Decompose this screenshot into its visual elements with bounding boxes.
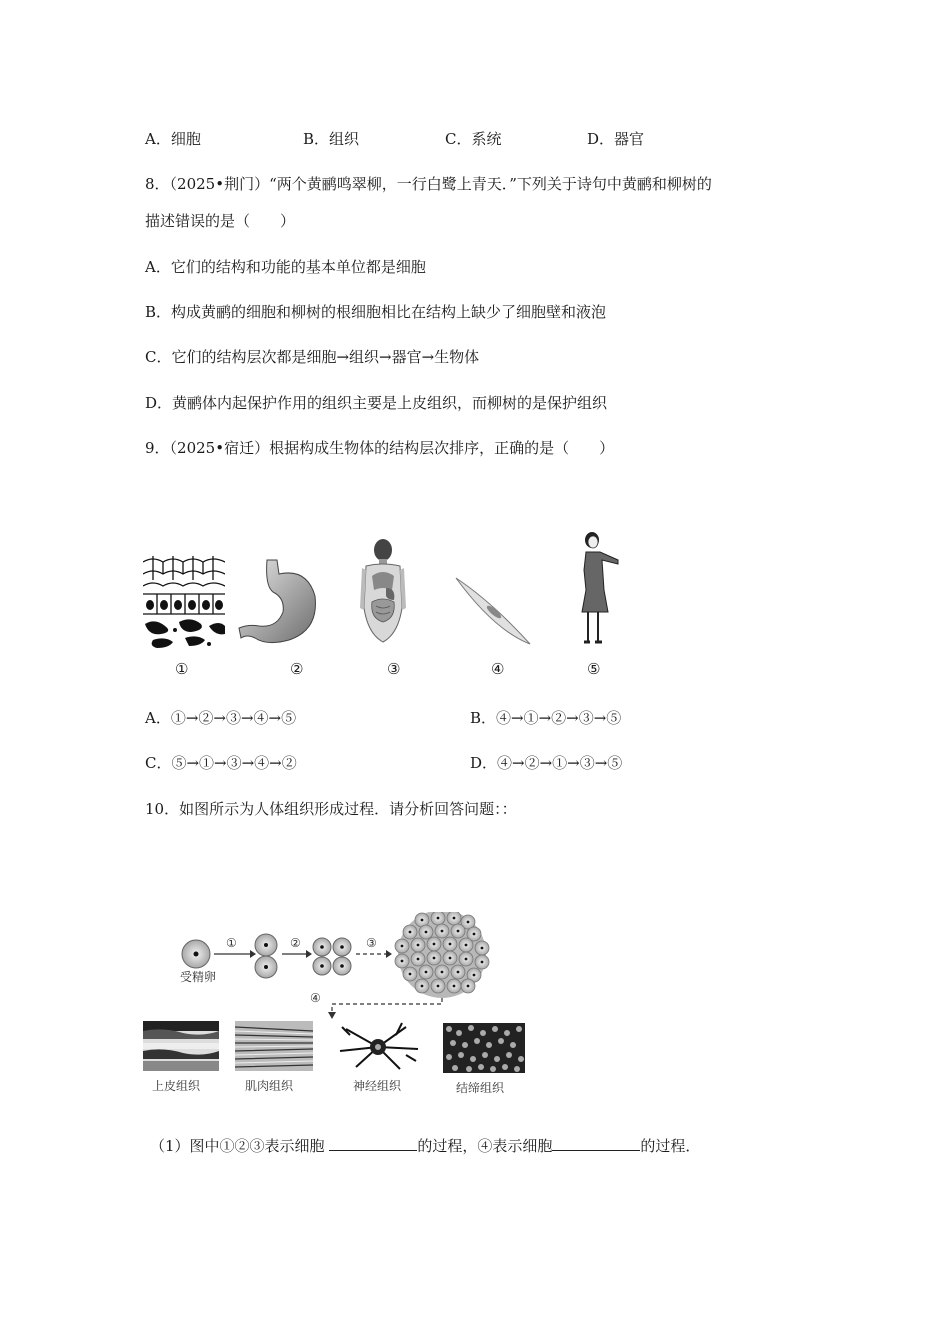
step-2-label: ② (290, 936, 301, 950)
human-system-illustration (358, 538, 408, 648)
q9-option-d: D．④→②→①→③→⑤ (470, 754, 623, 772)
q9-option-b: B．④→①→②→③→⑤ (470, 709, 622, 727)
tissue-label-nerve: 神经组织 (353, 1079, 402, 1093)
q7-option-d: D．器官 (587, 130, 645, 148)
q7-option-a: A．细胞 (145, 130, 201, 148)
tissue-label-connective: 结缔组织 (456, 1081, 505, 1095)
person-illustration (578, 530, 624, 648)
figure-label-4: ④ (491, 660, 505, 678)
q7-option-c: C．系统 (445, 130, 502, 148)
q9-stem: 9．（2025•宿迁）根据构成生物体的结构层次排序，正确的是（ ） (145, 439, 615, 457)
figure-label-5: ⑤ (587, 660, 601, 678)
figure-label-3: ③ (387, 660, 401, 678)
muscle-tissue-image (235, 1021, 313, 1071)
step-1-label: ① (226, 936, 237, 950)
figure-label-2: ② (290, 660, 304, 678)
q8-stem-line2: 描述错误的是（ ） (145, 212, 296, 230)
q9-option-c: C．⑤→①→③→④→② (145, 754, 297, 772)
q10-sub1-part1: （1）图中①②③表示细胞 (150, 1137, 330, 1155)
step-3-label: ③ (366, 936, 377, 950)
q8-option-d: D．黄鹂体内起保护作用的组织主要是上皮组织，而柳树的是保护组织 (145, 394, 608, 412)
q10-sub1 (150, 1135, 700, 1156)
stomach-organ-illustration (237, 558, 319, 648)
q8-stem-line1: 8．（2025•荆门）“两个黄鹂鸣翠柳，一行白鹭上青天．”下列关于诗句中黄鹂和柳树的 (145, 175, 712, 193)
tissue-label-muscle: 肌肉组织 (245, 1079, 294, 1093)
q8-option-b: B．构成黄鹂的细胞和柳树的根细胞相比在结构上缺少了细胞壁和液泡 (145, 303, 607, 321)
connective-tissue-image (443, 1023, 525, 1073)
figure-label-1: ① (175, 660, 189, 678)
answer-blank-2[interactable] (552, 1136, 640, 1151)
q10-stem: 10．如图所示为人体组织形成过程．请分析回答问题：： (145, 800, 517, 818)
q8-option-c: C．它们的结构层次都是细胞→组织→器官→生物体 (145, 348, 480, 366)
answer-blank-1[interactable] (329, 1136, 417, 1151)
epithelial-tissue-illustration (143, 554, 225, 650)
muscle-cell-illustration (452, 574, 534, 648)
q10-sub1-part3: 的过程． (640, 1137, 701, 1155)
q8-option-a: A．它们的结构和功能的基本单位都是细胞 (145, 258, 426, 276)
tissue-label-epithelial: 上皮组织 (152, 1079, 201, 1093)
q7-option-b: B．组织 (303, 130, 360, 148)
zygote-label: 受精卵 (180, 970, 217, 984)
epithelial-tissue-image (143, 1021, 219, 1071)
cell-division-diagram (140, 912, 500, 1022)
q10-sub1-part2: 的过程，④表示细胞 (417, 1137, 553, 1155)
q9-option-a: A．①→②→③→④→⑤ (145, 709, 297, 727)
step-4-label: ④ (310, 991, 321, 1005)
nerve-tissue-image (336, 1021, 420, 1071)
